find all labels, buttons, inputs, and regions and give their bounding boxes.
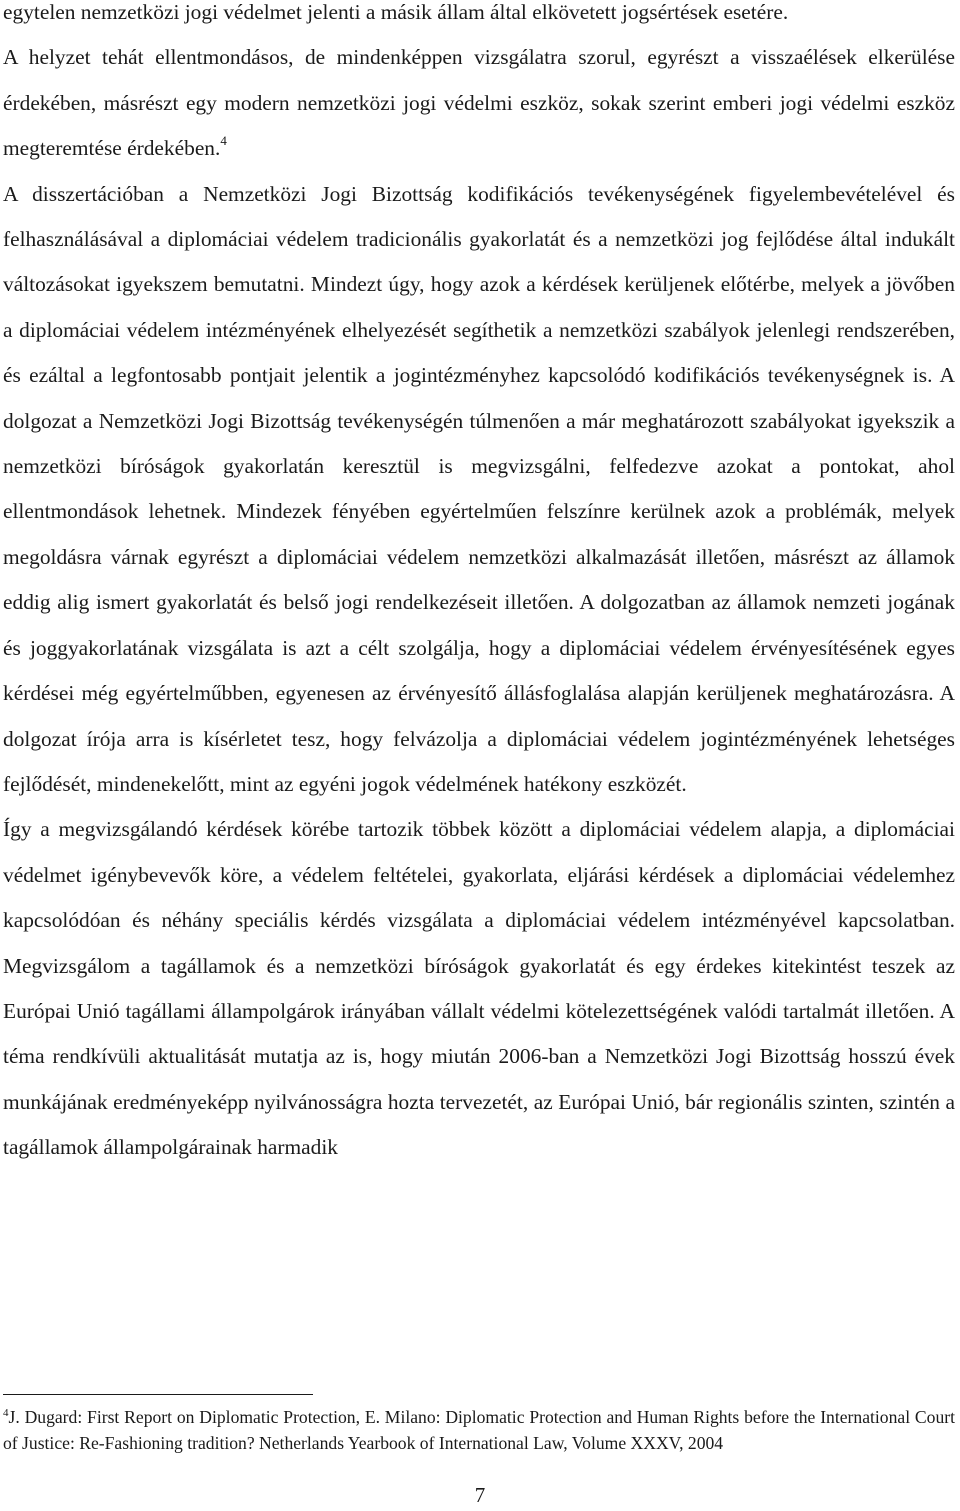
paragraph-1: [3, 0, 955, 35]
footnote: [3, 1404, 955, 1456]
paragraph-4-text: Így a megvizsgálandó kérdések körébe tartozik többek között a diplomáciai védelem alapja, a diplomáciai védelmet igénybevevők köre, a védelem feltételei, gyakorlata, eljárási kérdések a diplomáciai védelemhez kapcsolódóan és néhány speciális kérdés vizsgálata a diplomáciai védelem intézményével kapcsolatban. Megvizsgálom a tagállamok és a nemzetközi bíróságok gyakorlatát és egy érdekes kitekintést teszek az Európai Unió tagállami állampolgárok irányában vállalt védelmi kötelezettségének valódi tartalmát illetően. A téma rendkívüli aktualitását mutatja az is, hogy miután 2006-ban a Nemzetközi Jogi Bizottság hosszú évek munkájának eredményeképp nyilvánosságra hozta tervezetét, az Európai Unió, bár regionális szinten, szintén a tagállamok állampolgárainak harmadik: [3, 817, 955, 1160]
footnote-divider: [3, 1394, 313, 1395]
paragraph-2: [3, 35, 955, 171]
footnote-text: J. Dugard: First Report on Diplomatic Protection, E. Milano: Diplomatic Protection and Human Rights before the International Court of Justice: Re-Fashioning tradition? Netherlands Yearbook of International Law, Volume XXXV, 2004: [3, 1407, 955, 1453]
paragraph-1-text: egytelen nemzetközi jogi védelmet jelenti a másik állam által elkövetett jogsértések esetére.: [3, 0, 789, 24]
paragraph-4: [3, 807, 955, 1170]
paragraph-2-text: A helyzet tehát ellentmondásos, de mindenképpen vizsgálatra szorul, egyrészt a visszaélések elkerülése érdekében, másrészt egy modern nemzetközi jogi védelmi eszköz, sokak szerint emberi jogi védelmi eszköz megteremtése érdekében.: [3, 45, 955, 161]
body-text: [3, 0, 955, 1171]
footnote-number: 4: [3, 1407, 9, 1420]
footnote-reference: 4: [220, 133, 227, 149]
page-number: 7: [474, 1483, 486, 1507]
paragraph-3: [3, 172, 955, 808]
paragraph-3-text: A disszertációban a Nemzetközi Jogi Bizottság kodifikációs tevékenységének figyelembevételével és felhasználásával a diplomáciai védelem tradicionális gyakorlatát és a nemzetközi jog fejlődése által indukált változásokat igyekszem bemutatni. Mindezt úgy, hogy azok a kérdések kerüljenek előtérbe, melyek a jövőben a diplomáciai védelem intézményének elhelyezését segíthetik a nemzetközi szabályok jelenlegi rendszerében, és ezáltal a legfontosabb pontjait jelentik a jogintézményhez kapcsolódó kodifikációs tevékenységnek is. A dolgozat a Nemzetközi Jogi Bizottság tevékenységén túlmenően a már meghatározott szabályokat igyekszik a nemzetközi bíróságok gyakorlatán keresztül is megvizsgálni, felfedezve azokat a pontokat, ahol ellentmondások lehetnek. Mindezek fényében egyértelműen felszínre kerülnek azok a problémák, melyek megoldásra várnak egyrészt a diplomáciai védelem nemzetközi alkalmazását illetően, másrészt az államok eddig alig ismert gyakorlatát és belső jogi rendelkezéseit illetően. A dolgozatban az államok nemzeti jogának és joggyakorlatának vizsgálata is azt a célt szolgálja, hogy a diplomáciai védelem érvényesítésének egyes kérdései még egyértelműbben, egyenesen az érvényesítő állásfoglalása alapján kerüljenek meghatározásra. A dolgozat írója arra is kísérletet tesz, hogy felvázolja a diplomáciai védelem jogintézményének lehetséges fejlődését, mindenekelőtt, mint az egyéni jogok védelmének hatékony eszközét.: [3, 181, 955, 796]
